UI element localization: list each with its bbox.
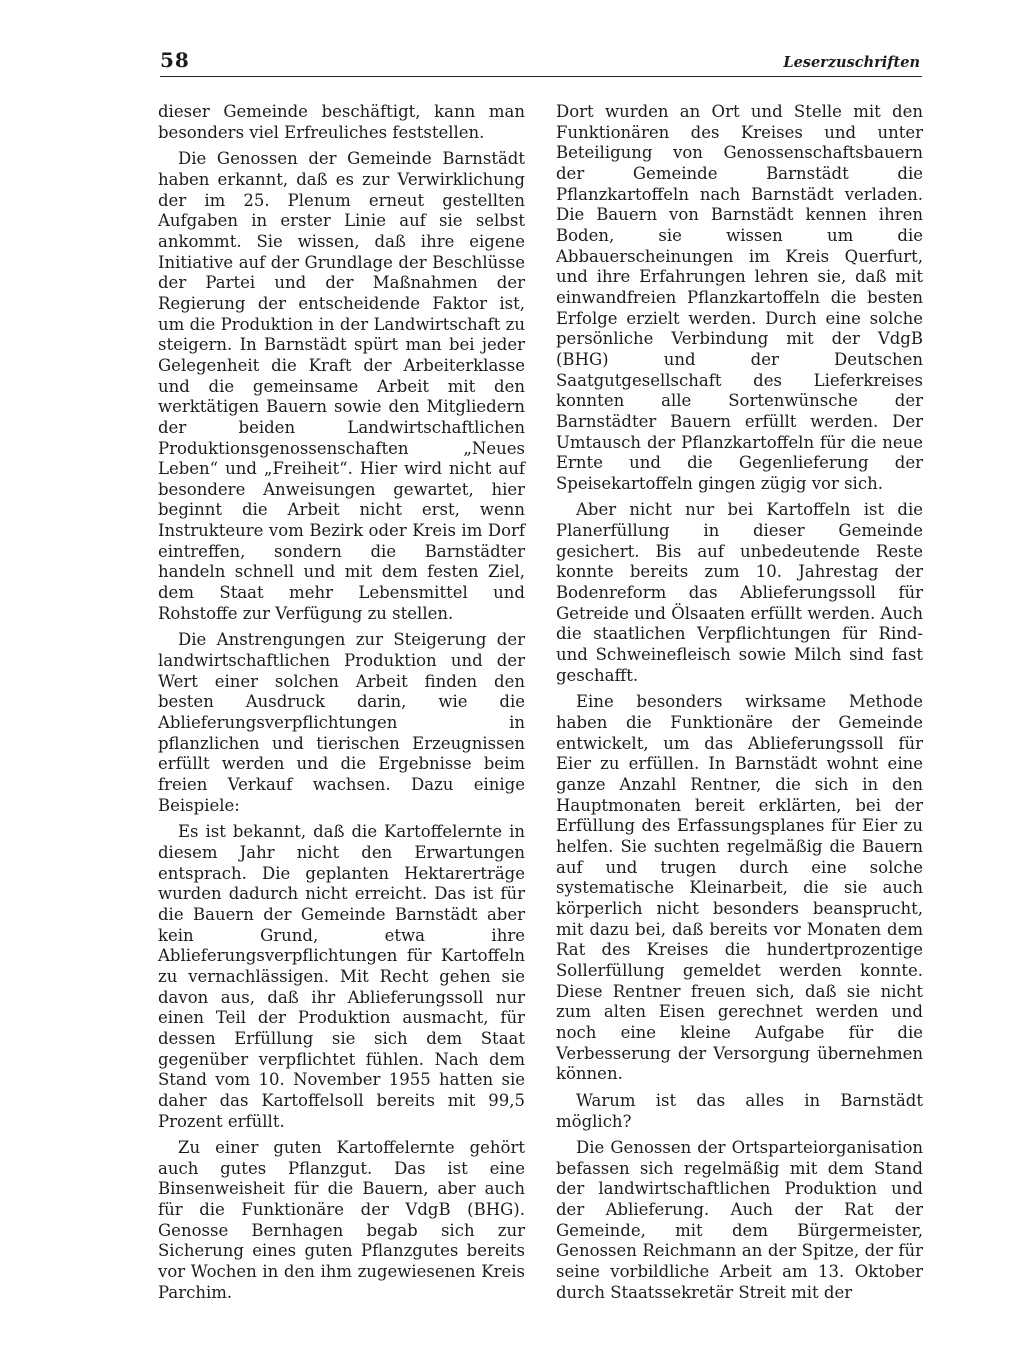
paragraph: Es ist bekannt, daß die Kartoffelernte in diesem Jahr nicht den Erwartungen entsprach. Die geplanten Hektarerträge wurden dadurch nicht erreicht. Das ist für die Bauern der Gemeinde Barnstädt aber kein Grund, etwa ihre Ablieferungsverpflichtungen für Kartoffeln zu vernachlässigen. Mit Recht gehen sie davon aus, daß ihr Ablieferungssoll nur einen Teil der Produktion ausmacht, für dessen Erfüllung sie sich dem Staat gegenüber verpflichtet fühlen. Nach dem Stand vom 10. November 1955 hatten sie daher das Kartoffelsoll bereits mit 99,5 Prozent erfüllt. bbox=[158, 822, 525, 1131]
paragraph: Eine besonders wirksame Methode haben die Funktionäre der Gemeinde entwickelt, um das Ablieferungssoll für Eier zu erfüllen. In Barnstädt wohnt eine ganze Anzahl Rentner, die sich in den Hauptmonaten bereit erklärten, bei der Erfüllung des Erfassungsplanes für Eier zu helfen. Sie suchten regelmäßig die Bauern auf und trugen durch eine solche systematische Kleinarbeit, die sie auch körperlich nicht besonders beansprucht, mit dazu bei, daß bereits vor Monaten dem Rat des Kreises die hundertprozentige Sollerfüllung gemeldet werden konnte. Diese Rentner freuen sich, daß sie nicht zum alten Eisen gerechnet werden und noch eine kleine Aufgabe für die Verbesserung der Versorgung übernehmen können. bbox=[556, 692, 923, 1084]
paragraph: Warum ist das alles in Barnstädt möglich? bbox=[556, 1090, 923, 1131]
header-rule bbox=[160, 76, 922, 77]
paragraph: Aber nicht nur bei Kartoffeln ist die Planerfüllung in dieser Gemeinde gesichert. Bis auf unbedeutende Reste konnte bereits zum 10. Jahrestag der Bodenreform das Ablieferungssoll für Getreide und Ölsaaten erfüllt werden. Auch die staatlichen Verpflichtungen für Rind- und Schweinefleisch sowie Milch sind fast geschafft. bbox=[556, 500, 923, 685]
paragraph: Dort wurden an Ort und Stelle mit den Funktionären des Kreises und unter Beteiligung von Genossenschaftsbauern der Gemeinde Barnstädt die Pflanzkartoffeln nach Barnstädt verladen. Die Bauern von Barnstädt kennen ihren Boden, sie wissen um die Abbauerscheinungen im Kreis Querfurt, und ihre Erfahrungen lehren sie, daß mit einwandfreien Pflanzkartoffeln die besten Erfolge erzielt werden. Durch eine solche persönliche Verbindung mit der VdgB (BHG) und der Deutschen Saatgutgesellschaft des Lieferkreises konnten alle Sortenwünsche der Barnstädter Bauern erfüllt werden. Der Umtausch der Pflanzkartoffeln für die neue Ernte und die Gegenlieferung der Speisekartoffeln gingen zügig vor sich. bbox=[556, 102, 923, 493]
running-head: Leserzuschriften bbox=[783, 54, 920, 71]
page-number: 58 bbox=[160, 48, 190, 72]
paragraph: Die Genossen der Ortsparteiorganisation befassen sich regelmäßig mit dem Stand der landwirtschaftlichen Produktion und der Ablieferung. Auch der Rat der Gemeinde, mit dem Bürgermeister, Genossen Reichmann an der Spitze, der für seine vorbildliche Arbeit am 13. Oktober durch Staatssekretär Streit mit der bbox=[556, 1138, 923, 1302]
left-column bbox=[158, 102, 525, 1309]
paragraph: Die Anstrengungen zur Steigerung der landwirtschaftlichen Produktion und der Wert einer solchen Arbeit finden den besten Ausdruck darin, wie die Ablieferungsverpflichtungen in pflanzlichen und tierischen Erzeugnissen erfüllt werden und die Ergebnisse beim freien Verkauf wachsen. Dazu einige Beispiele: bbox=[158, 630, 525, 815]
paragraph: dieser Gemeinde beschäftigt, kann man besonders viel Erfreuliches feststellen. bbox=[158, 102, 525, 142]
paragraph: Zu einer guten Kartoffelernte gehört auch gutes Pflanzgut. Das ist eine Binsenweisheit für die Bauern, aber auch für die Funktionäre der VdgB (BHG). Genosse Bernhagen begab sich zur Sicherung eines guten Pflanzgutes bereits vor Wochen in den ihm zugewiesenen Kreis Parchim. bbox=[158, 1138, 525, 1302]
right-column bbox=[556, 102, 923, 1309]
paragraph: Die Genossen der Gemeinde Barnstädt haben erkannt, daß es zur Verwirklichung der im 25. Plenum erneut gestellten Aufgaben in erster Linie auf sie selbst ankommt. Sie wissen, daß ihre eigene Initiative auf der Grundlage der Beschlüsse der Partei und der Maßnahmen der Regierung der entscheidende Faktor ist, um die Produktion in der Landwirtschaft zu steigern. In Barnstädt spürt man bei jeder Gelegenheit die Kraft der Arbeiterklasse und die gemeinsame Arbeit mit den werktätigen Bauern sowie den Mitgliedern der beiden Landwirtschaftlichen Produktionsgenossenschaften „Neues Leben“ und „Freiheit“. Hier wird nicht auf besondere Anweisungen gewartet, hier beginnt die Arbeit nicht erst, wenn Instrukteure vom Bezirk oder Kreis im Dorf eintreffen, sondern die Barnstädter handeln schnell und mit dem festen Ziel, dem Staat mehr Lebensmittel und Rohstoffe zur Verfügung zu stellen. bbox=[158, 149, 525, 623]
